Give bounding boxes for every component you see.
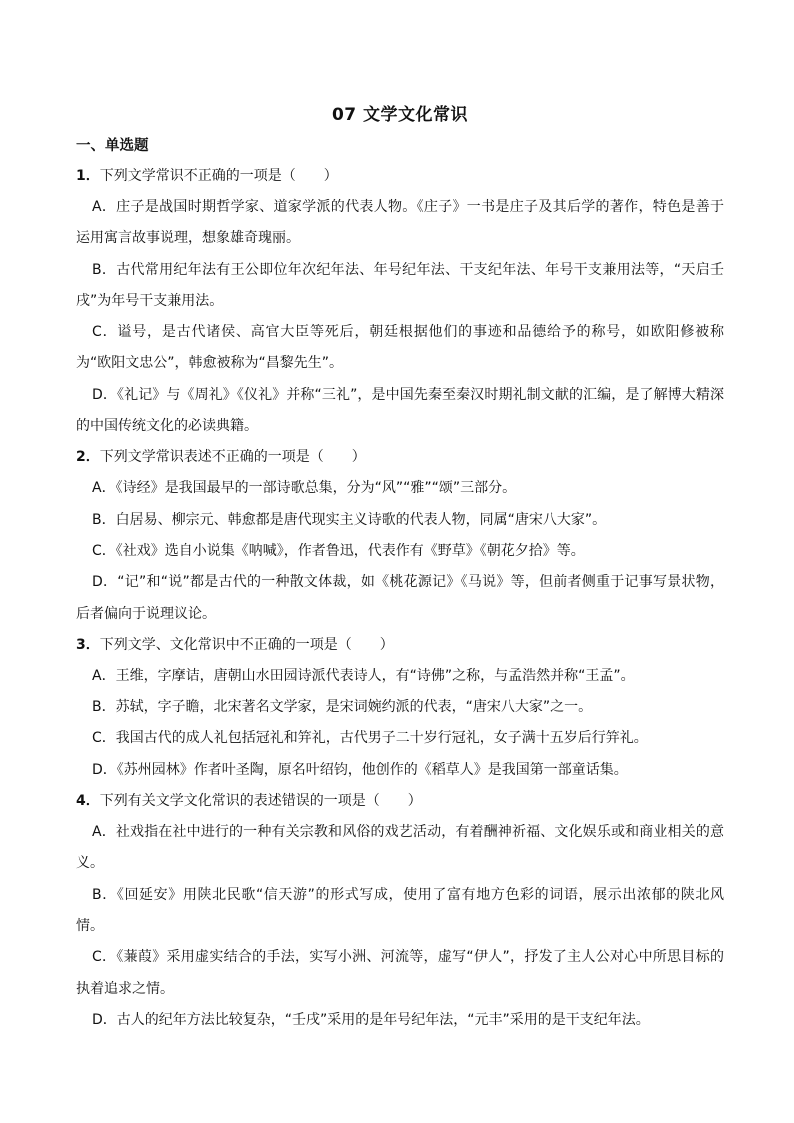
question-number: 3．	[76, 636, 100, 653]
question-4	[76, 786, 724, 1036]
question-stem	[76, 442, 724, 473]
question-1	[76, 161, 724, 442]
option-d: D．《苏州园林》作者叶圣陶，原名叶绍钧，他创作的《稻草人》是我国第一部童话集。	[92, 761, 628, 778]
option-a: A．《诗经》是我国最早的一部诗歌总集，分为“风”“雅”“颂”三部分。	[92, 480, 517, 497]
question-3	[76, 630, 724, 786]
option-d: D．古人的纪年方法比较复杂，“壬戌”采用的是年号纪年法，“元丰”采用的是干支纪年法。	[92, 1011, 650, 1028]
option-a: A．王维，字摩诘，唐朝山水田园诗派代表诗人，有“诗佛”之称，与孟浩然并称“王孟”。	[92, 667, 635, 684]
option-d: D．“记”和“说”都是古代的一种散文体裁，如《桃花源记》《马说》等，但前者侧重于记事写景状物，后者偏向于说理议论。	[76, 574, 724, 622]
question-2	[76, 442, 724, 629]
option-d: D．《礼记》与《周礼》《仪礼》并称“三礼”，是中国先秦至秦汉时期礼制文献的汇编，是了解博大精深的中国传统文化的必读典籍。	[76, 386, 724, 435]
option-b: B．古代常用纪年法有王公即位年次纪年法、年号纪年法、干支纪年法、年号干支兼用法等，“天启壬戌”为年号干支兼用法。	[76, 261, 724, 309]
question-text: 下列文学常识不正确的一项是（ ）	[99, 168, 338, 184]
question-number: 4．	[76, 793, 100, 810]
option-b: B．《回延安》用陕北民歌“信天游”的形式写成，使用了富有地方色彩的词语，展示出浓郁的陕北风情。	[76, 886, 724, 934]
option-a: A．庄子是战国时期哲学家、道家学派的代表人物。《庄子》一书是庄子及其后学的著作，特色是善于运用寓言故事说理，想象雄奇瑰丽。	[76, 199, 724, 247]
question-stem	[76, 161, 724, 192]
option-c: C．《社戏》选自小说集《呐喊》，作者鲁迅，代表作有《野草》《朝花夕拾》等。	[92, 542, 585, 559]
option-c: C．谥号，是古代诸侯、高官大臣等死后，朝廷根据他们的事迹和品德给予的称号，如欧阳修被称为“欧阳文忠公”，韩愈被称为“昌黎先生”。	[76, 324, 724, 372]
question-number: 2．	[76, 449, 100, 466]
option-b: B．白居易、柳宗元、韩愈都是唐代现实主义诗歌的代表人物，同属“唐宋八大家”。	[92, 511, 607, 528]
question-text: 下列文学常识表述不正确的一项是（ ）	[99, 449, 366, 466]
question-stem	[76, 786, 724, 817]
section-heading: 一、单选题	[76, 138, 149, 154]
question-text: 下列有关文学文化常识的表述错误的一项是（ ）	[99, 793, 422, 810]
question-stem	[76, 630, 724, 661]
question-number: 1．	[76, 168, 100, 184]
option-c: C．我国古代的成人礼包括冠礼和笄礼，古代男子二十岁行冠礼，女子满十五岁后行笄礼。	[92, 730, 648, 747]
option-c: C．《蒹葭》采用虚实结合的手法，实写小洲、河流等，虚写“伊人”，抒发了主人公对心中所思目标的执着追求之情。	[76, 949, 724, 997]
question-text: 下列文学、文化常识中不正确的一项是（ ）	[99, 636, 394, 653]
option-a: A．社戏指在社中进行的一种有关宗教和风俗的戏艺活动，有着酬神祈福、文化娱乐或和商业相关的意义。	[76, 824, 724, 872]
page-title: 07 文学文化常识	[331, 105, 469, 125]
option-b: B．苏轼，字子瞻，北宋著名文学家，是宋词婉约派的代表，“唐宋八大家”之一。	[92, 699, 593, 716]
